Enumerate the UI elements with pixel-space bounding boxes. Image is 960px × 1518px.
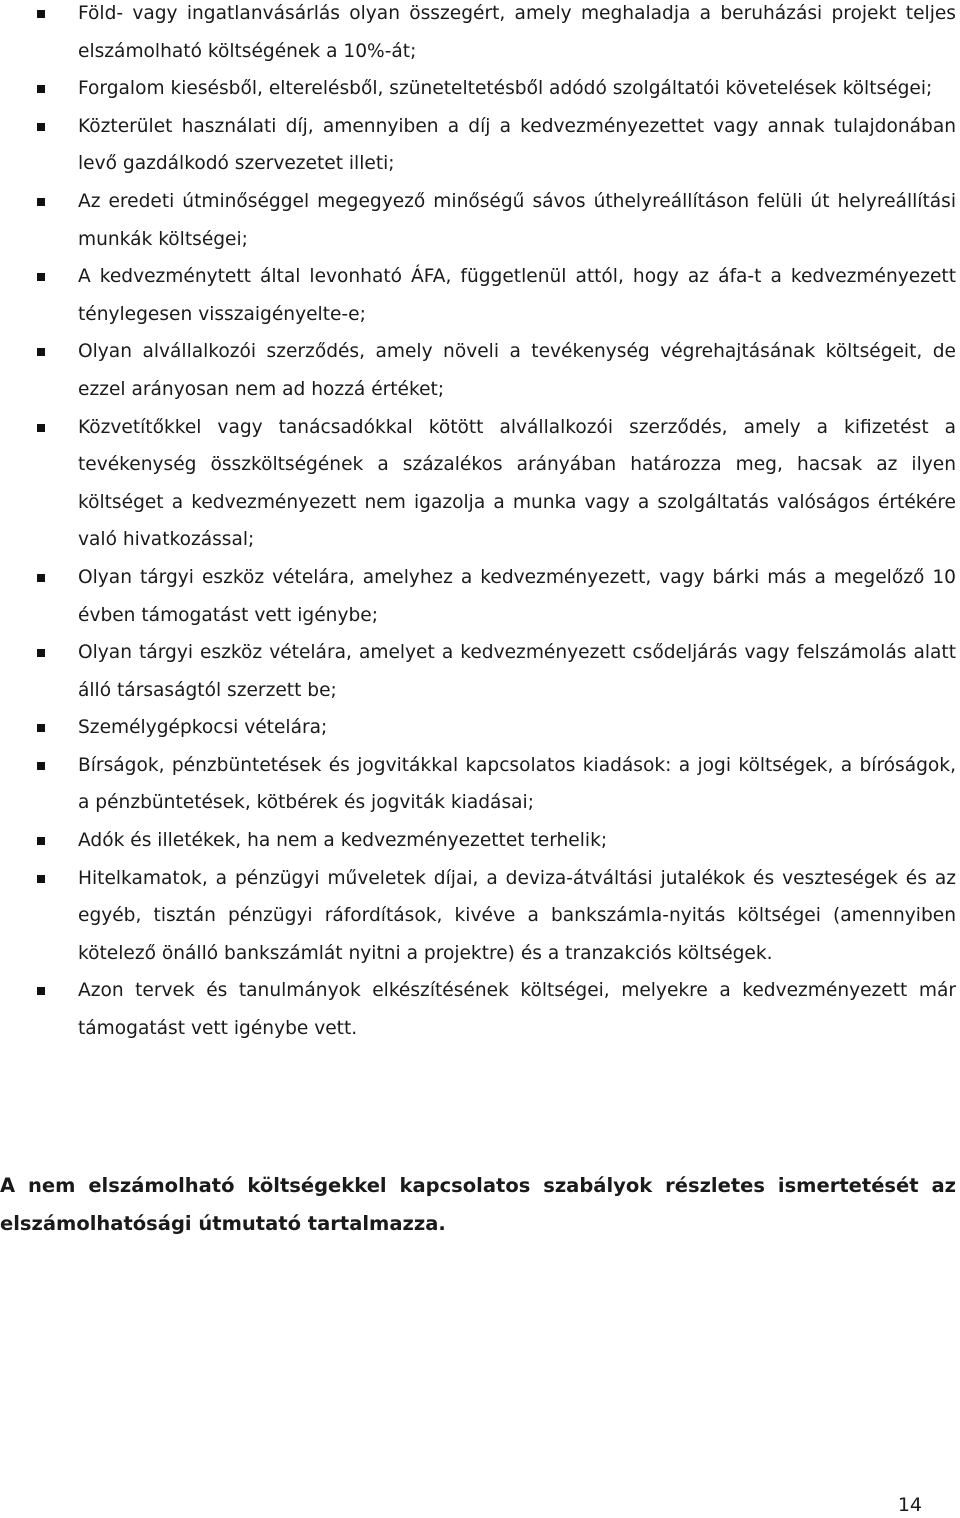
list-item-text: Közvetítőkkel vagy tanácsadókkal kötött alvállalkozói szerződés, amely a kifizetést a tevékenység összköltségének a százalékos arányában határozza meg, hacsak az ilyen költséget a kedvezményezett nem igazolja a munka vagy a szolgáltatás valóságos értékére való hivatkozással;: [78, 416, 956, 551]
square-bullet-icon: [37, 574, 45, 582]
list-item: [0, 860, 960, 973]
square-bullet-icon: [37, 987, 45, 995]
list-item: [0, 972, 960, 1047]
square-bullet-icon: [37, 123, 45, 131]
square-bullet-icon: [37, 762, 45, 770]
list-item-text: Azon tervek és tanulmányok elkészítésének költségei, melyekre a kedvezményezett már támogatást vett igénybe vett.: [78, 980, 956, 1040]
list-item: [0, 0, 960, 70]
square-bullet-icon: [37, 875, 45, 883]
square-bullet-icon: [37, 649, 45, 657]
list-item: [0, 70, 960, 108]
square-bullet-icon: [37, 837, 45, 845]
square-bullet-icon: [37, 85, 45, 93]
list-item-text: Olyan tárgyi eszköz vételára, amelyhez a kedvezményezett, vagy bárki más a megelőző 10 évben támogatást vett igénybe;: [78, 566, 956, 626]
list-item: [0, 409, 960, 559]
list-item-text: Az eredeti útminőséggel megegyező minőségű sávos úthelyreállításon felüli út helyreállítási munkák költségei;: [78, 190, 956, 250]
list-item: [0, 108, 960, 183]
list-item: [0, 183, 960, 258]
list-item-text: Közterület használati díj, amennyiben a díj a kedvezményezettet vagy annak tulajdonában levő gazdálkodó szervezetet illeti;: [78, 115, 956, 175]
list-item: [0, 747, 960, 822]
square-bullet-icon: [37, 198, 45, 206]
list-item: [0, 634, 960, 709]
square-bullet-icon: [37, 424, 45, 432]
list-item-text: Hitelkamatok, a pénzügyi műveletek díjai, a deviza-átváltási jutalékok és veszteségek és az egyéb, tisztán pénzügyi ráfordítások, kivéve a bankszámla-nyitás költségei (amennyiben kötelező önálló bankszámlát nyitni a projektre) és a tranzakciós költségek.: [78, 867, 956, 964]
list-item-text: A kedvezménytett által levonható ÁFA, függetlenül attól, hogy az áfa-t a kedvezményezett ténylegesen visszaigényelte-e;: [78, 266, 956, 325]
page-number: 14: [897, 1494, 922, 1516]
list-item: [0, 258, 960, 333]
square-bullet-icon: [37, 724, 45, 732]
list-item-text: Adók és illetékek, ha nem a kedvezményezettet terhelik;: [78, 830, 608, 852]
closing-paragraph: A nem elszámolható költségekkel kapcsolatos szabályok részletes ismertetését az elszámolhatósági útmutató tartalmazza.: [0, 1174, 956, 1235]
list-item-text: Forgalom kiesésből, elterelésből, szüneteltetésből adódó szolgáltatói követelések költségei;: [78, 78, 933, 100]
list-item: [0, 559, 960, 634]
list-item-text: Olyan alvállalkozói szerződés, amely növeli a tevékenység végrehajtásának költségeit, de ezzel arányosan nem ad hozzá értéket;: [78, 341, 956, 400]
list-item: [0, 822, 960, 860]
square-bullet-icon: [37, 273, 45, 281]
list-item-text: Személygépkocsi vételára;: [78, 717, 328, 739]
list-item-text: Bírságok, pénzbüntetések és jogvitákkal kapcsolatos kiadások: a jogi költségek, a bíróságok, a pénzbüntetések, kötbérek és jogviták kiadásai;: [78, 754, 956, 814]
list-item: [0, 709, 960, 747]
list-item-text: Olyan tárgyi eszköz vételára, amelyet a kedvezményezett csődeljárás vagy felszámolás alatt álló társaságtól szerzett be;: [78, 642, 956, 701]
square-bullet-icon: [37, 10, 45, 18]
list-item: [0, 333, 960, 408]
square-bullet-icon: [37, 348, 45, 356]
list-item-text: Föld- vagy ingatlanvásárlás olyan összegért, amely meghaladja a beruházási projekt teljes elszámolható költségének a 10%-át;: [78, 3, 956, 62]
